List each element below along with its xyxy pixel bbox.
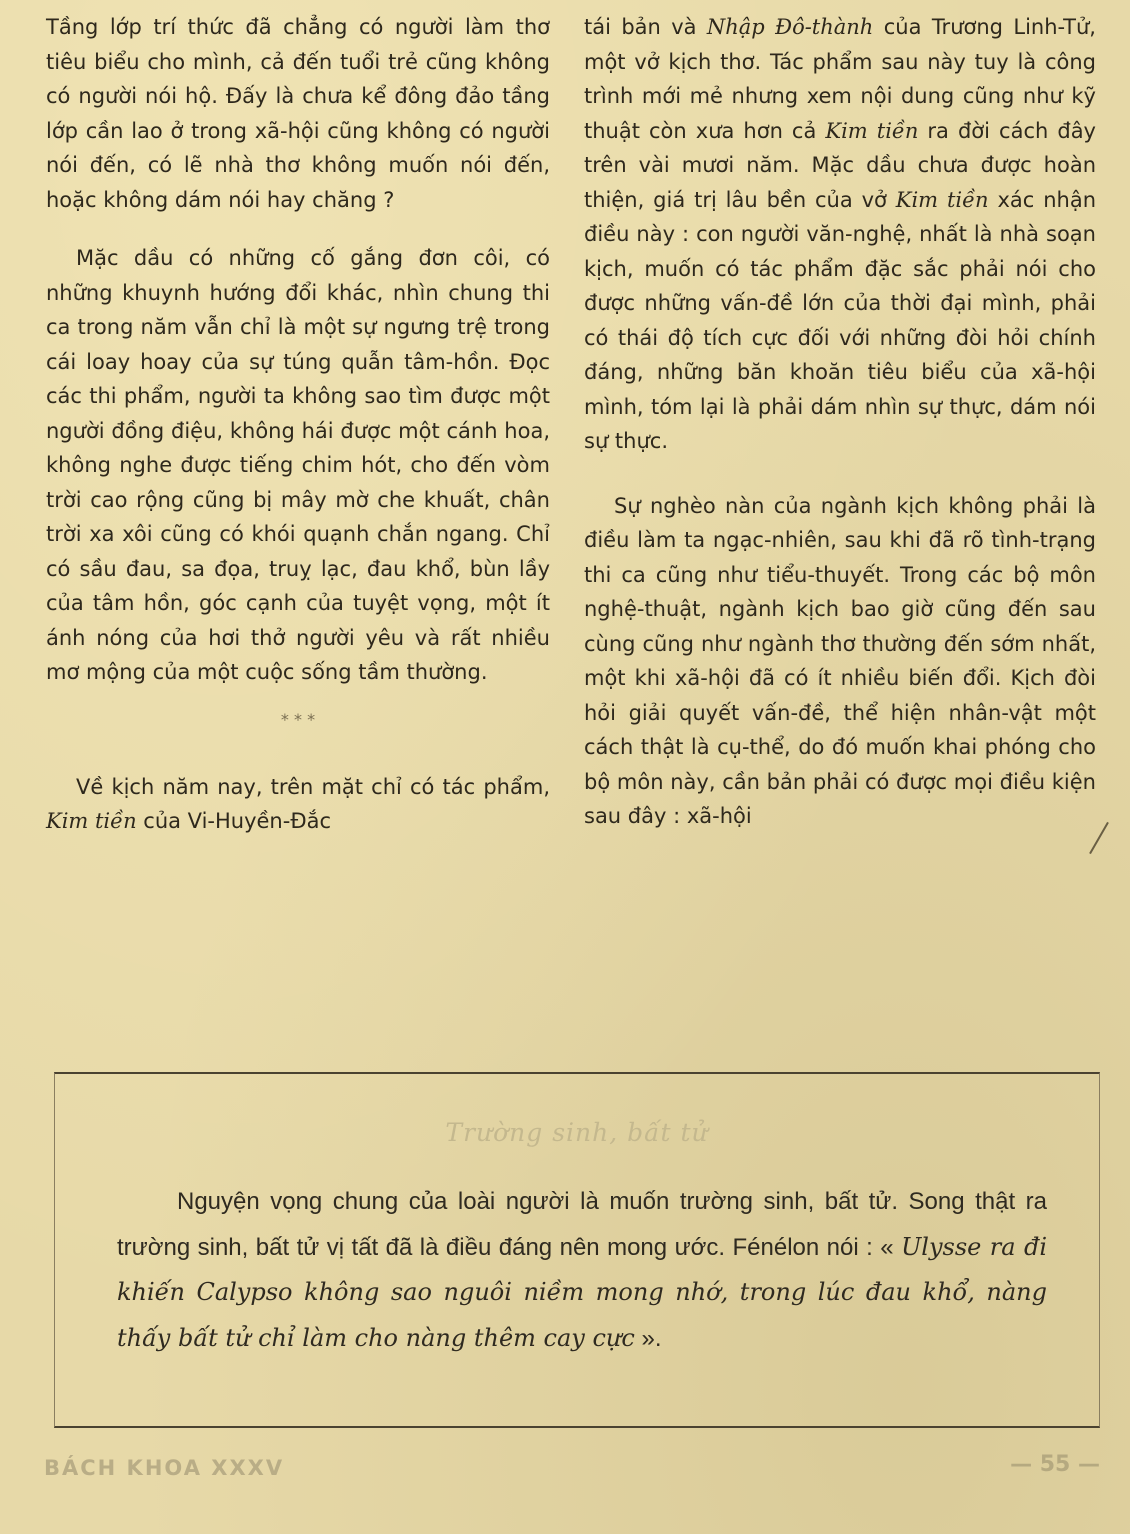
box-title: Trường sinh, bất tử: [445, 1118, 709, 1147]
text-run: ra đời cách đây trên vài mươi năm. Mặc dầu chưa được hoàn thiện, giá trị lâu bền của vở: [584, 118, 1096, 212]
left-paragraph-3: [46, 770, 550, 839]
right-paragraph-2: Sự nghèo nàn của ngành kịch không phải là điều làm ta ngạc-nhiên, sau khi đã rõ tình-trạng thi ca cũng như tiểu-thuyết. Trong các bộ môn nghệ-thuật, ngành kịch bao giờ cũng đến sau cùng cũng như ngành thơ thường đến sớm nhất, một khi xã-hội đã có ít nhiều biến đổi. Kịch đòi hỏi giải quyết vấn-đề, thể hiện nhân-vật một cách thật là cụ-thể, do đó muốn khai phóng cho bộ môn này, cần bản phải có được mọi điều kiện sau đây : xã-hội: [584, 493, 1096, 828]
left-paragraph-2: Mặc dầu có những cố gắng đơn côi, có những khuynh hướng đổi khác, nhìn chung thi ca trong năm vẫn chỉ là một sự ngưng trệ trong cái loay hoay của sự túng quẫn tâm-hồn. Đọc các thi phẩm, người ta không sao tìm được một người đồng điệu, không hái được một cánh hoa, không nghe được tiếng chim hót, cho đến vòm trời cao rộng cũng bị mây mờ che khuất, chân trời xa xôi cũng có khói quạnh chắn ngang. Chỉ có sầu đau, sa đọa, truỵ lạc, đau khổ, bùn lầy của tâm hồn, góc cạnh của tuyệt vọng, một ít ánh nóng của hơi thở người yêu và rất nhiều mơ mộng của một cuộc sống tầm thường.: [46, 246, 550, 684]
text-run: Nguyện vọng chung của loài người là muốn trường sinh, bất tử. Song thật ra trường sinh, bất tử vị tất đã là điều đáng nên mong ước. Fénélon nói : «: [117, 1188, 1047, 1261]
box-quote: Ulysse ra đi khiến Calypso không sao nguôi niềm mong nhớ, trong lúc đau khổ, nàng thấy bất tử chỉ làm cho nàng thêm cay cực: [117, 1232, 1047, 1352]
section-separator: * * *: [280, 709, 316, 729]
text-run: của Trương Linh-Tử, một vở kịch thơ. Tác phẩm sau này tuy là công trình mới mẻ nhưng xem nội dung cũng như kỹ thuật còn xưa hơn cả: [584, 15, 1096, 143]
box-body: [117, 1180, 1047, 1361]
right-paragraph-1: [584, 10, 1096, 459]
sidebar-box: [54, 1072, 1100, 1428]
box-text: [117, 1180, 1047, 1361]
text-run: tái bản và: [584, 15, 707, 39]
text-run: Về kịch năm nay, trên mặt chỉ có tác phẩm,: [76, 774, 550, 799]
text-run: xác nhận điều này : con người văn-nghệ, nhất là nhà soạn kịch, muốn có tác phẩm đặc sắc phải nói cho được những vấn-đề lớn của thời đại mình, phải có thái độ tích cực đối với những đòi hỏi chính đáng, những băn khoăn tiêu biểu của xã-hội mình, tóm lại là phải dám nhìn sự thực, dám nói sự thực.: [584, 187, 1096, 453]
footer-publication: BÁCH KHOA XXXV: [44, 1456, 285, 1480]
work-title: Nhập Đô-thành: [706, 15, 874, 39]
page-number: — 55 —: [1010, 1452, 1100, 1477]
work-title: Kim tiền: [895, 187, 989, 212]
work-title: Kim tiền: [825, 118, 919, 143]
right-column: [584, 10, 1096, 834]
text-run: của Vi-Huyền-Đắc: [136, 809, 332, 833]
text-run: ».: [634, 1324, 662, 1352]
work-title: Kim tiền: [46, 809, 137, 833]
left-column: [46, 10, 550, 839]
left-paragraph-1: Tầng lớp trí thức đã chẳng có người làm thơ tiêu biểu cho mình, cả đến tuổi trẻ cũng không có người nói hộ. Đấy là chưa kể đông đảo tầng lớp cần lao ở trong xã-hội cũng không có người nói đến, có lẽ nhà thơ không muốn nói đến, hoặc không dám nói hay chăng ?: [46, 15, 550, 212]
